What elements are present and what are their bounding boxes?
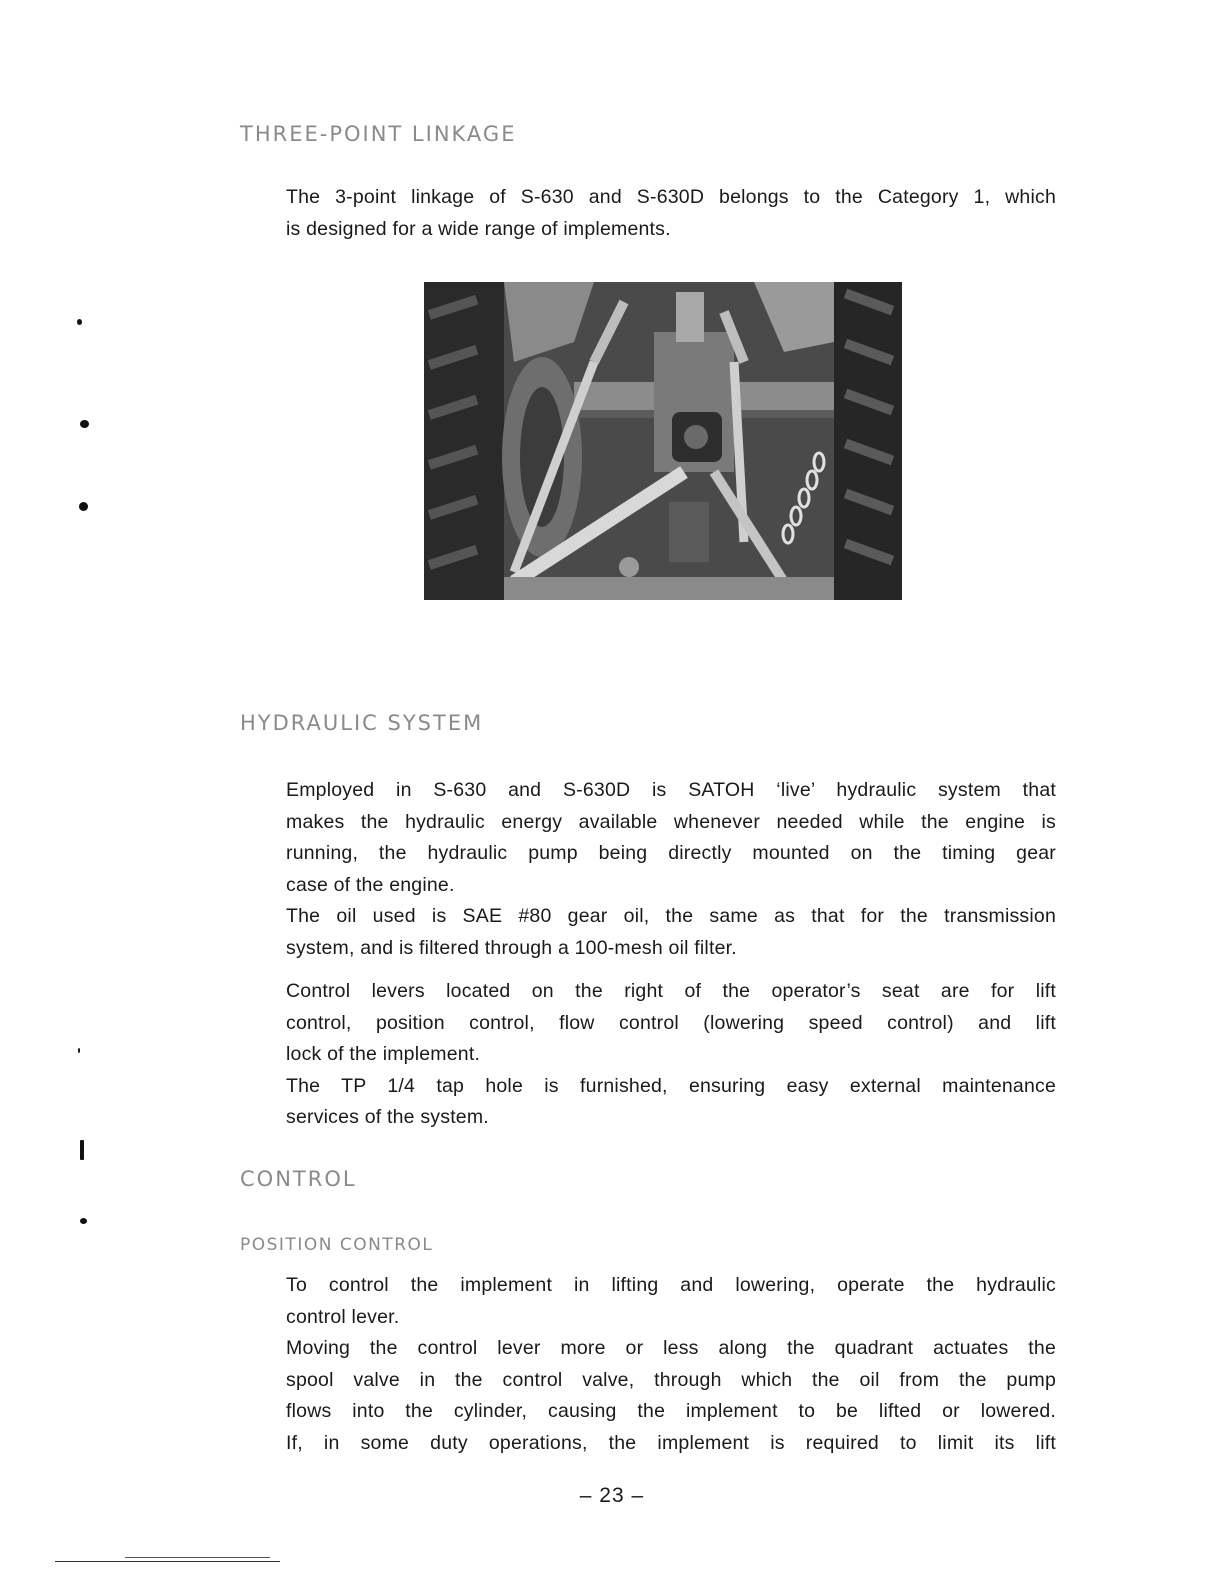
scan-speck bbox=[77, 319, 82, 325]
text-line: case of the engine. bbox=[286, 873, 455, 896]
section-heading-control: CONTROL bbox=[240, 1167, 357, 1191]
text-line: flows into the cylinder, causing the implement to be lifted or lowered. bbox=[286, 1400, 1056, 1422]
linkage-paragraph bbox=[286, 182, 1056, 245]
scan-speck bbox=[80, 420, 89, 428]
text-line: services of the system. bbox=[286, 1106, 489, 1128]
text-line: control lever. bbox=[286, 1305, 400, 1328]
text-line: To control the implement in lifting and lowering, operate the hydraulic bbox=[286, 1274, 1056, 1296]
scan-speck bbox=[80, 1140, 84, 1160]
scan-speck bbox=[79, 502, 88, 511]
text-line: The 3-point linkage of S-630 and S-630D belongs to the Category 1, which bbox=[286, 186, 1056, 208]
text-line: Moving the control lever more or less along the quadrant actuates the bbox=[286, 1337, 1056, 1359]
position-control-paragraph bbox=[286, 1270, 1056, 1459]
text-line: spool valve in the control valve, through which the oil from the pump bbox=[286, 1368, 1056, 1391]
three-point-linkage-illustration bbox=[424, 282, 902, 600]
text-line: The TP 1/4 tap hole is furnished, ensuring easy external maintenance bbox=[286, 1074, 1056, 1097]
subsection-heading-position-control: POSITION CONTROL bbox=[240, 1235, 434, 1255]
text-line: Employed in S-630 and S-630D is SATOH ‘live’ hydraulic system that bbox=[286, 779, 1056, 801]
scan-speck bbox=[80, 1218, 87, 1224]
text-line: is designed for a wide range of implements. bbox=[286, 217, 671, 240]
hydraulic-paragraph-1 bbox=[286, 775, 1056, 964]
scan-speck bbox=[78, 1048, 80, 1053]
footer-rule bbox=[55, 1561, 280, 1562]
text-line: lock of the implement. bbox=[286, 1043, 481, 1065]
text-line: The oil used is SAE #80 gear oil, the same as that for the transmission bbox=[286, 905, 1056, 927]
hydraulic-paragraph-2 bbox=[286, 976, 1056, 1134]
text-line: control, position control, flow control (lowering speed control) and lift bbox=[286, 1011, 1056, 1034]
text-line: If, in some duty operations, the implement is required to limit its lift bbox=[286, 1431, 1056, 1454]
text-line: system, and is filtered through a 100-mesh oil filter. bbox=[286, 936, 737, 959]
text-line: makes the hydraulic energy available whenever needed while the engine is bbox=[286, 810, 1056, 833]
section-heading-hydraulic-system: HYDRAULIC SYSTEM bbox=[240, 711, 484, 735]
three-point-linkage-photo bbox=[424, 282, 902, 600]
page-number: – 23 – bbox=[579, 1484, 645, 1507]
text-line: running, the hydraulic pump being directly mounted on the timing gear bbox=[286, 842, 1056, 864]
section-heading-three-point-linkage: THREE-POINT LINKAGE bbox=[240, 122, 517, 146]
footer-rule bbox=[125, 1557, 270, 1558]
text-line: Control levers located on the right of the operator’s seat are for lift bbox=[286, 980, 1056, 1002]
